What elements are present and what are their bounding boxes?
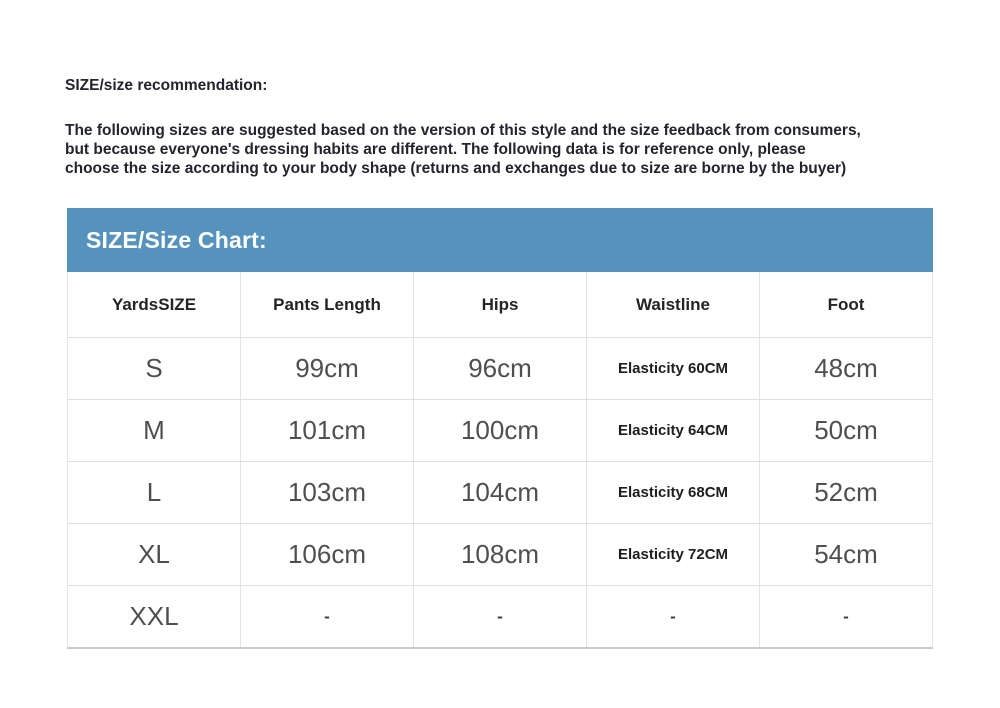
size-chart-body — [68, 338, 933, 649]
waistline-cell: Elasticity 64CM — [587, 400, 760, 462]
column-header-foot: Foot — [760, 272, 933, 338]
pants-length-cell: 106cm — [241, 524, 414, 586]
column-header-hips: Hips — [414, 272, 587, 338]
hips-cell: 104cm — [414, 462, 587, 524]
hips-cell: 96cm — [414, 338, 587, 400]
hips-cell: - — [414, 586, 587, 649]
foot-cell: 50cm — [760, 400, 933, 462]
table-row-xl — [68, 524, 933, 586]
hips-cell: 108cm — [414, 524, 587, 586]
size-cell: XXL — [68, 586, 241, 649]
pants-length-cell: 103cm — [241, 462, 414, 524]
page-title: SIZE/size recommendation: — [65, 77, 268, 94]
waistline-cell: Elasticity 68CM — [587, 462, 760, 524]
size-cell: XL — [68, 524, 241, 586]
hips-cell: 100cm — [414, 400, 587, 462]
disclaimer-line-1: The following sizes are suggested based on the version of this style and the size feedback from consumers, — [65, 122, 861, 139]
pants-length-cell: 101cm — [241, 400, 414, 462]
pants-length-cell: - — [241, 586, 414, 649]
table-row-xxl — [68, 586, 933, 649]
column-header-size: YardsSIZE — [68, 272, 241, 338]
table-row-m — [68, 400, 933, 462]
size-disclaimer-paragraph — [65, 121, 955, 179]
foot-cell: - — [760, 586, 933, 649]
foot-cell: 48cm — [760, 338, 933, 400]
foot-cell: 52cm — [760, 462, 933, 524]
disclaimer-line-3: choose the size according to your body shape (returns and exchanges due to size are borne by the buyer) — [65, 160, 847, 178]
foot-cell: 54cm — [760, 524, 933, 586]
waistline-cell: - — [587, 586, 760, 649]
size-chart-header — [68, 272, 933, 338]
size-cell: L — [68, 462, 241, 524]
size-chart-table — [67, 272, 933, 649]
header-row — [68, 272, 933, 338]
size-chart-banner — [67, 208, 933, 272]
pants-length-cell: 99cm — [241, 338, 414, 400]
size-cell: S — [68, 338, 241, 400]
table-row-l — [68, 462, 933, 524]
size-cell: M — [68, 400, 241, 462]
waistline-cell: Elasticity 72CM — [587, 524, 760, 586]
column-header-waistline: Waistline — [587, 272, 760, 338]
table-row-s — [68, 338, 933, 400]
disclaimer-line-2: but because everyone's dressing habits are different. The following data is for reference only, please — [65, 141, 806, 159]
waistline-cell: Elasticity 60CM — [587, 338, 760, 400]
size-chart-banner-title: SIZE/Size Chart: — [86, 226, 267, 253]
column-header-pants-length: Pants Length — [241, 272, 414, 338]
